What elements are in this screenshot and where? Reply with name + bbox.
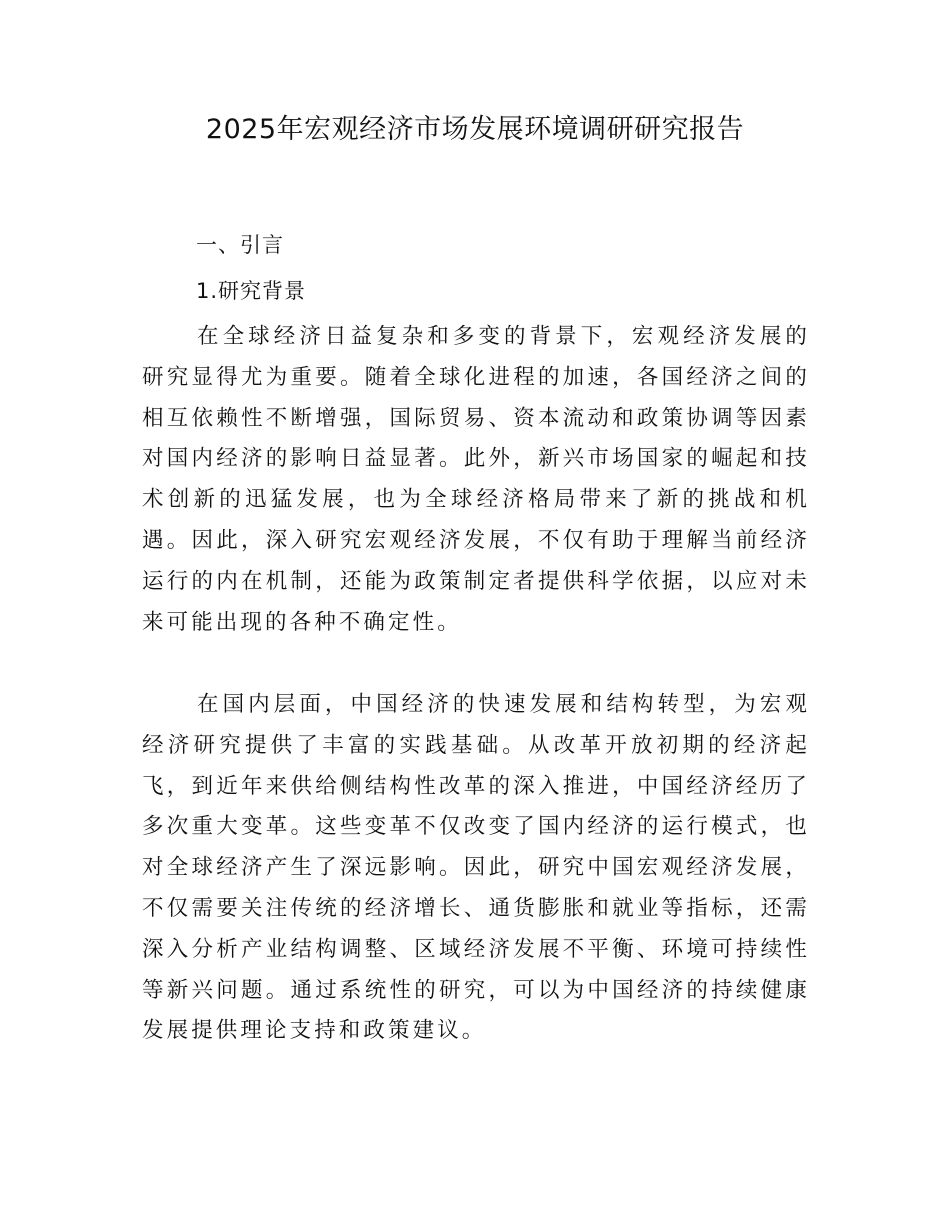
body-paragraph: 在全球经济日益复杂和多变的背景下，宏观经济发展的研究显得尤为重要。随着全球化进程的加速，各国经济之间的相互依赖性不断增强，国际贸易、资本流动和政策协调等因素对国内经济的影响日益显著。此外，新兴市场国家的崛起和技术创新的迅猛发展，也为全球经济格局带来了新的挑战和机遇。因此，深入研究宏观经济发展，不仅有助于理解当前经济运行的内在机制，还能为政策制定者提供科学依据，以应对未来可能出现的各种不确定性。 [142, 324, 810, 635]
document-title: 2025年宏观经济市场发展环境调研研究报告 [205, 114, 745, 145]
body-paragraph: 在国内层面，中国经济的快速发展和结构转型，为宏观经济研究提供了丰富的实践基础。从改革开放初期的经济起飞，到近年来供给侧结构性改革的深入推进，中国经济经历了多次重大变革。这些变革不仅改变了国内经济的运行模式，也对全球经济产生了深远影响。因此，研究中国宏观经济发展，不仅需要关注传统的经济增长、通货膨胀和就业等指标，还需深入分析产业结构调整、区域经济发展不平衡、环境可持续性等新兴问题。通过系统性的研究，可以为中国经济的持续健康发展提供理论支持和政策建议。 [142, 692, 810, 1044]
subsection-heading: 1.研究背景 [196, 279, 307, 303]
section-heading: 一、引言 [196, 233, 284, 257]
